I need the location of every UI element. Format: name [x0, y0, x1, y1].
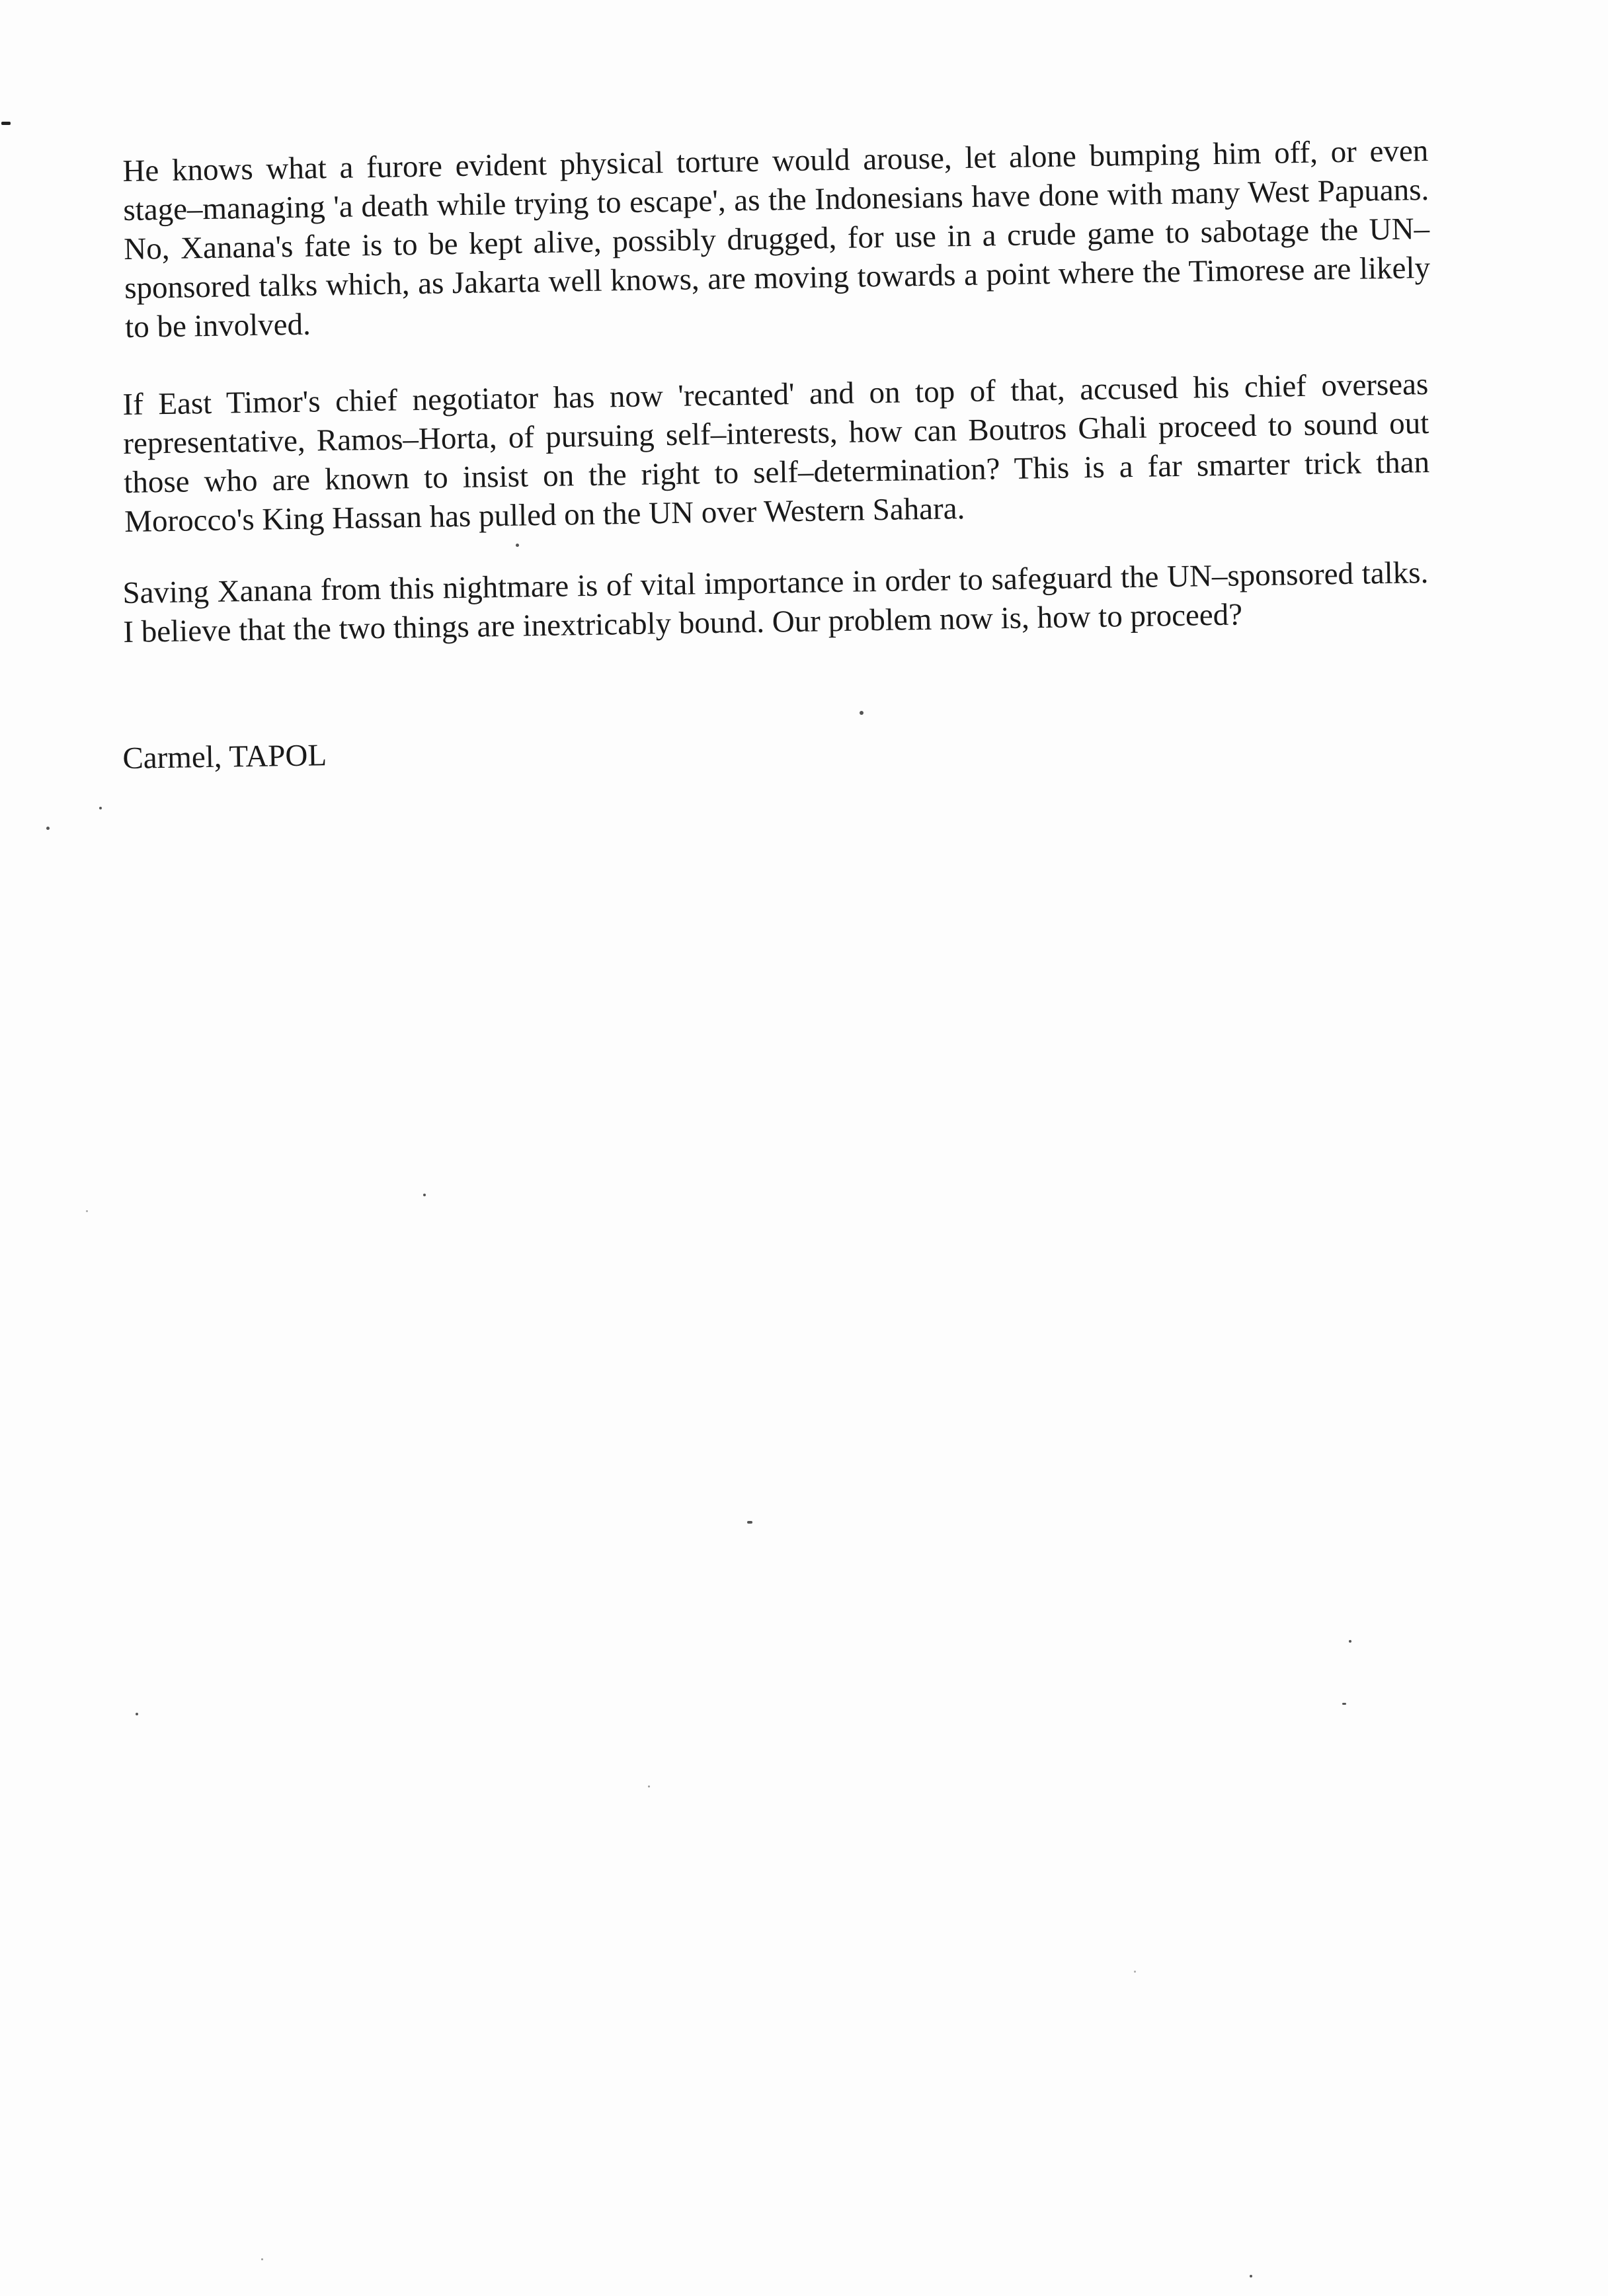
scan-speck: [1, 122, 11, 125]
scan-speck: [1250, 2275, 1252, 2277]
scan-speck: [1342, 1703, 1346, 1705]
scan-speck: [1349, 1640, 1351, 1643]
scan-speck: [46, 827, 50, 830]
scan-speck: [423, 1194, 426, 1196]
scan-speck: [516, 544, 519, 547]
scan-speck: [261, 2258, 263, 2260]
scan-speck: [99, 807, 102, 809]
scan-speck: [860, 711, 864, 715]
scan-speck: [86, 1210, 88, 1212]
scan-speck: [1134, 1971, 1136, 1973]
paragraph-2: If East Timor's chief negotiator has now 'recanted' and on top of that, accused his chief overseas representative, Ramos–Horta, of pursuing self–interests, how can Boutros Ghali proceed to sound out those who are known to insist on the right to self–determination? This is a far smarter trick than Morocco's King Hassan has pulled on the UN over Western Sahara.: [122, 366, 1430, 539]
paragraph-3: Saving Xanana from this nightmare is of vital importance in order to safeguard the UN–sponsored talks. I believe that the two things are inextricably bound. Our problem now is, how to proceed?: [122, 555, 1429, 649]
signature: Carmel, TAPOL: [122, 738, 327, 776]
scan-speck: [747, 1521, 752, 1524]
scan-speck: [648, 1785, 650, 1787]
scan-speck: [136, 1713, 138, 1715]
paragraph-1: He knows what a furore evident physical torture would arouse, let alone bumping him off, or even stage–managing 'a death while trying to escape', as the Indonesians have done with many West Papuans. No, Xanana's fate is to be kept alive, possibly drugged, for use in a crude game to sabotage the UN–sponsored talks which, as Jakarta well knows, are moving towards a point where the Timorese are likely to be involved.: [122, 133, 1431, 345]
